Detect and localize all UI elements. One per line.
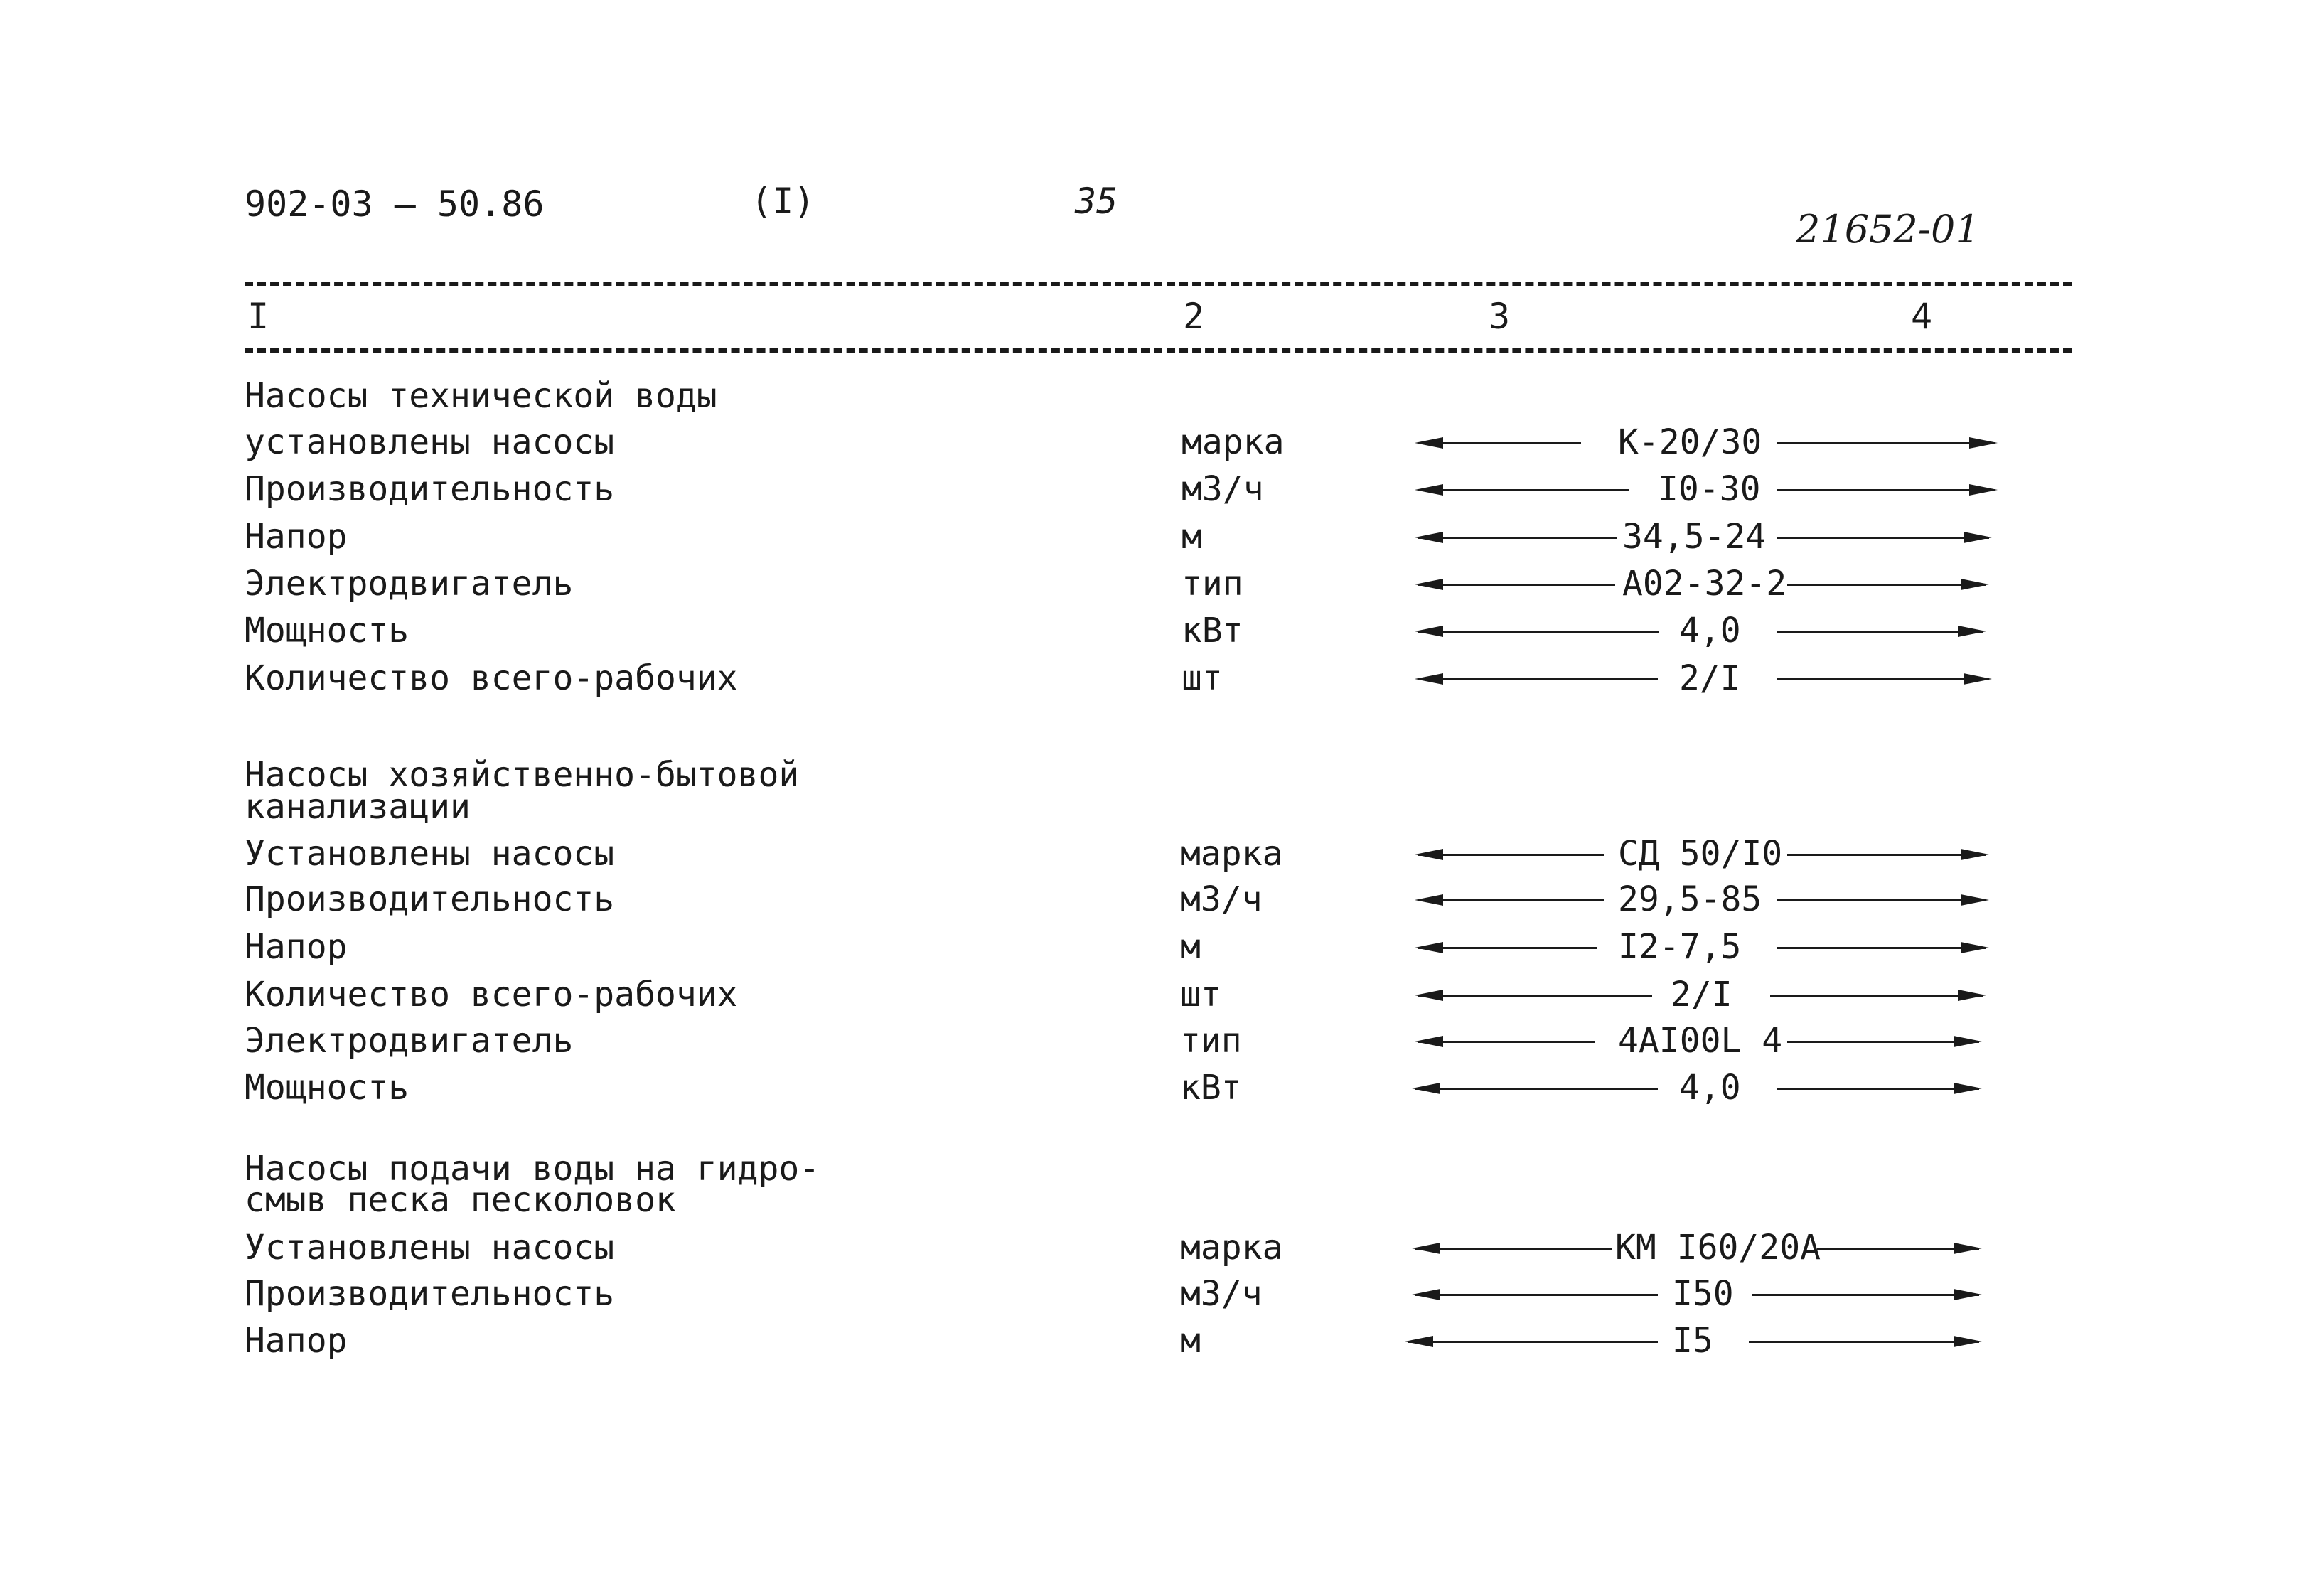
- row-label: Количество всего-рабочих: [245, 975, 738, 1014]
- row-value: 4АI00L 4: [1618, 1021, 1783, 1061]
- row-unit: шт: [1180, 975, 1221, 1014]
- part-number: (I): [751, 181, 815, 222]
- row-value: I0-30: [1658, 469, 1761, 509]
- arrow-left: [1408, 1341, 1658, 1343]
- row-label: Количество всего-рабочих: [245, 658, 738, 698]
- row-value: I5: [1672, 1321, 1713, 1361]
- arrow-left: [1418, 537, 1617, 539]
- arrow-right: [1777, 678, 1989, 680]
- row-unit: шт: [1182, 658, 1223, 698]
- arrow-right: [1787, 854, 1986, 856]
- row-unit: м3/ч: [1180, 1274, 1263, 1314]
- row-unit: кВт: [1180, 1068, 1242, 1108]
- row-label: Мощность: [245, 1068, 409, 1108]
- row-label: Производительность: [245, 469, 615, 509]
- row-label: Напор: [245, 517, 348, 557]
- arrow-right: [1777, 537, 1989, 539]
- row-unit: тип: [1180, 1021, 1242, 1061]
- row-unit: марка: [1182, 422, 1285, 462]
- arrow-left: [1415, 1248, 1612, 1250]
- arrow-left: [1418, 489, 1629, 491]
- row-value: К-20/30: [1618, 422, 1762, 462]
- arrow-left: [1418, 678, 1658, 680]
- arrow-left: [1418, 899, 1604, 901]
- section-title-line-2: канализации: [245, 787, 471, 827]
- divider-bottom: [245, 348, 2072, 353]
- arrow-right: [1777, 947, 1986, 949]
- arrow-left: [1418, 947, 1597, 949]
- row-value: 34,5-24: [1622, 517, 1767, 557]
- row-unit: м3/ч: [1180, 879, 1263, 919]
- arrow-left: [1418, 854, 1604, 856]
- page-number: 35: [1075, 181, 1118, 222]
- row-unit: марка: [1180, 834, 1283, 874]
- row-label: Установлены насосы: [245, 834, 615, 874]
- arrow-right: [1777, 489, 1995, 491]
- section-title-line-1: Насосы хозяйственно-бытовой: [245, 755, 800, 795]
- column-header-1: I: [247, 296, 269, 337]
- row-unit: кВт: [1182, 611, 1243, 650]
- row-label: установлены насосы: [245, 422, 615, 462]
- row-unit: марка: [1180, 1228, 1283, 1268]
- row-value: 4,0: [1679, 1068, 1741, 1108]
- row-value: 29,5-85: [1618, 879, 1762, 919]
- arrow-left: [1418, 1041, 1595, 1043]
- arrow-right: [1752, 1294, 1979, 1296]
- row-label: Производительность: [245, 879, 615, 919]
- arrow-left: [1418, 631, 1659, 633]
- row-unit: м: [1180, 1321, 1201, 1361]
- row-unit: м: [1182, 517, 1202, 557]
- row-label: Установлены насосы: [245, 1228, 615, 1268]
- row-value: КМ I60/20А: [1615, 1228, 1821, 1268]
- arrow-right: [1770, 995, 1983, 997]
- arrow-right: [1777, 1088, 1979, 1090]
- document-code: 902-03 — 50.86: [245, 183, 545, 225]
- row-value: 2/I: [1679, 658, 1741, 698]
- row-value: I2-7,5: [1618, 927, 1742, 967]
- row-value: 4,0: [1679, 611, 1741, 650]
- column-header-3: 3: [1489, 296, 1511, 337]
- section-title: Насосы технической воды: [245, 376, 717, 416]
- row-value: СД 50/I0: [1618, 834, 1783, 874]
- row-label: Напор: [245, 1321, 348, 1361]
- row-label: Напор: [245, 927, 348, 967]
- row-label: Мощность: [245, 611, 409, 650]
- section-title-line-1: Насосы подачи воды на гидро-: [245, 1149, 820, 1189]
- arrow-right: [1777, 631, 1983, 633]
- row-unit: м3/ч: [1182, 469, 1264, 509]
- row-unit: м: [1180, 927, 1201, 967]
- arrow-left: [1418, 995, 1652, 997]
- arrow-right: [1777, 899, 1986, 901]
- arrow-right: [1777, 442, 1995, 444]
- arrow-right: [1787, 1041, 1979, 1043]
- arrow-left: [1415, 1088, 1658, 1090]
- arrow-left: [1418, 584, 1615, 586]
- arrow-left: [1415, 1294, 1658, 1296]
- row-unit: тип: [1182, 564, 1243, 604]
- arrow-right: [1787, 584, 1986, 586]
- arrow-right: [1817, 1248, 1979, 1250]
- column-header-2: 2: [1183, 296, 1205, 337]
- row-value: 2/I: [1671, 975, 1732, 1014]
- row-label: Электродвигатель: [245, 564, 574, 604]
- row-label: Производительность: [245, 1274, 615, 1314]
- handwritten-number: 21652-01: [1796, 207, 1980, 252]
- section-title-line-2: смыв песка песколовок: [245, 1180, 676, 1220]
- row-value: А02-32-2: [1622, 564, 1787, 604]
- row-value: I50: [1672, 1274, 1734, 1314]
- arrow-left: [1418, 442, 1581, 444]
- divider-top: [245, 282, 2072, 286]
- column-header-4: 4: [1911, 296, 1933, 337]
- arrow-right: [1749, 1341, 1979, 1343]
- row-label: Электродвигатель: [245, 1021, 574, 1061]
